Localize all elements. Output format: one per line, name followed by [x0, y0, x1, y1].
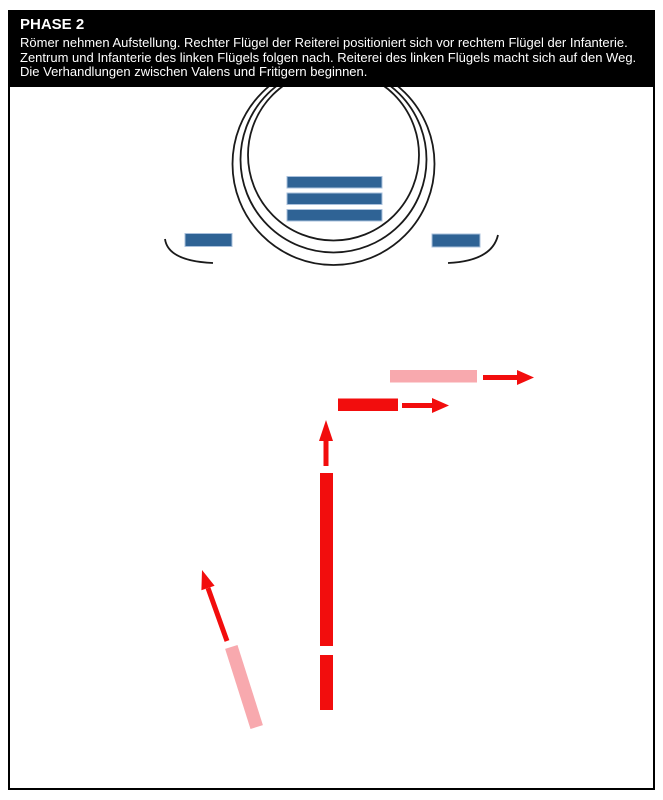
phase-header — [8, 10, 655, 87]
arrow-head — [319, 420, 333, 441]
red-unit-column-upper — [320, 473, 333, 646]
arrow-right-top — [483, 370, 534, 385]
blue-unit-bar-top — [287, 177, 382, 189]
arrow-right-lower — [402, 398, 449, 413]
blue-unit-bar-left — [185, 234, 232, 247]
arrow-head — [517, 370, 534, 385]
blue-unit-bar-right — [432, 234, 480, 247]
arrow-up — [319, 420, 333, 466]
arrow-up-left — [201, 570, 227, 641]
wagon-circle-middle — [241, 67, 427, 253]
pink-unit-bar-top — [390, 370, 477, 383]
arrow-head — [432, 398, 449, 413]
red-unit-bar-horizontal — [338, 399, 398, 412]
pink-unit-bar-diagonal — [225, 645, 263, 729]
phase-title: PHASE 2 — [20, 16, 85, 33]
arrow-shaft — [208, 588, 227, 641]
arrow-head — [201, 570, 214, 590]
wagon-circle-outer — [233, 63, 435, 265]
red-unit-column-lower — [320, 655, 333, 710]
blue-unit-bar-bottom — [287, 210, 382, 222]
phase-description: Römer nehmen Aufstellung. Rechter Flügel der Reiterei positioniert sich vor rechtem Flügel der Infanterie. Zentrum und Infanterie des linken Flügels folgen nach. Reiterei des linken Flügels macht sich auf den Weg. Die Verhandlungen zwischen Valens und Fritigern beginnen. — [20, 35, 637, 79]
blue-unit-bar-middle — [287, 193, 382, 205]
